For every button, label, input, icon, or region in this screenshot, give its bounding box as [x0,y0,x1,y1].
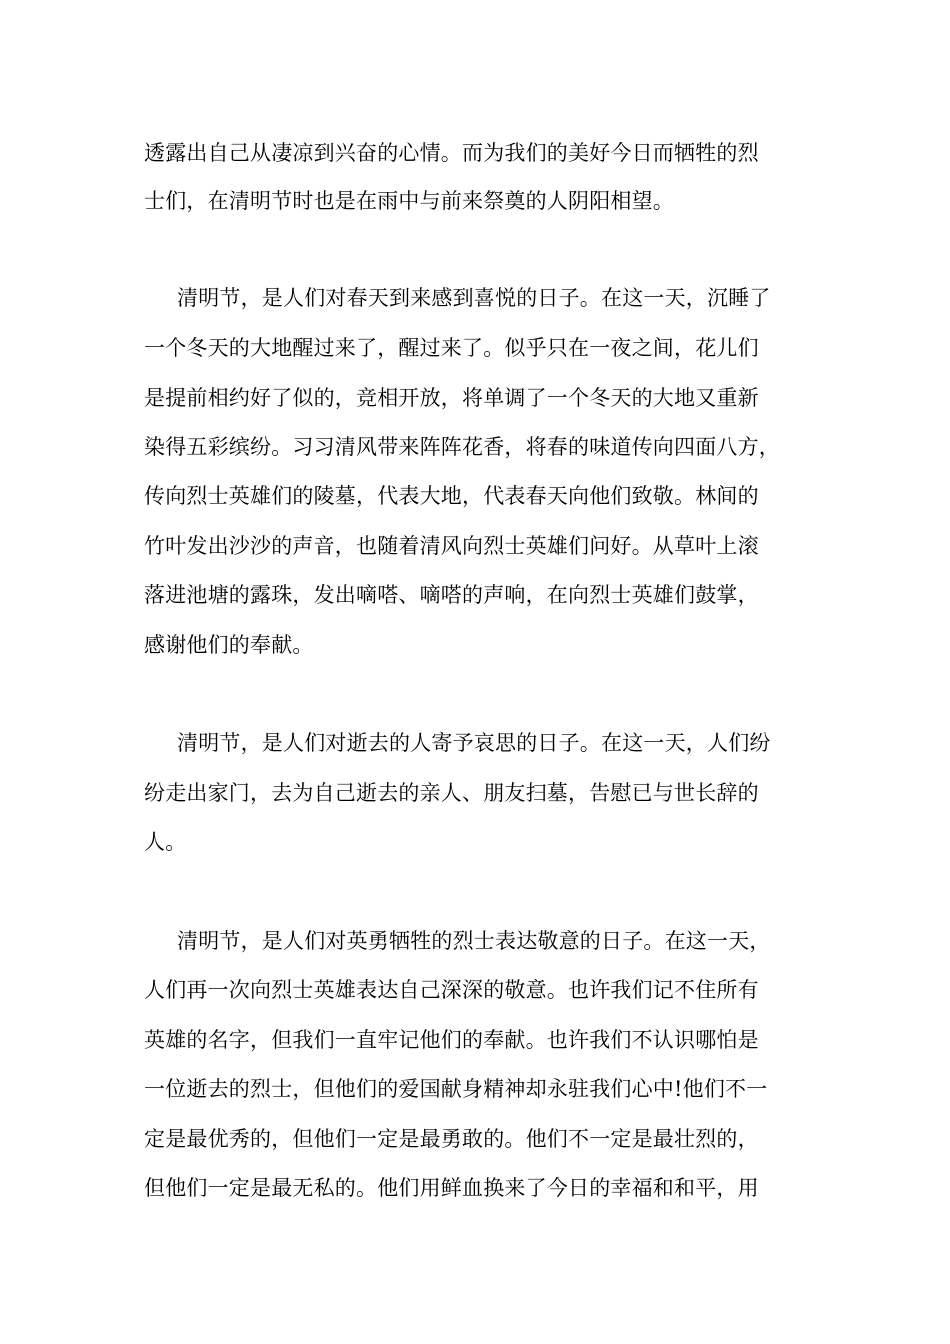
paragraph-4-line-2: 人们再一次向烈士英雄表达自己深深的敬意。也许我们记不住所有 [144,978,759,1002]
paragraph-1-line-2: 士们，在清明节时也是在雨中与前来祭奠的人阴阳相望。 [144,189,674,213]
paragraph-3-line-1: 清明节，是人们对逝去的人寄予哀思的日子。在这一天，人们纷 [177,731,771,755]
paragraph-2-line-1: 清明节，是人们对春天到来感到喜悦的日子。在这一天，沉睡了 [177,286,771,310]
paragraph-4-line-3: 英雄的名字，但我们一直牢记他们的奉献。也许我们不认识哪怕是 [144,1028,759,1052]
paragraph-1-line-1: 透露出自己从凄凉到兴奋的心情。而为我们的美好今日而牺牲的烈 [144,141,759,165]
paragraph-4-line-4: 一位逝去的烈士，但他们的爱国献身精神却永驻我们心中!他们不一 [144,1077,768,1101]
paragraph-2-line-3: 是提前相约好了似的，竞相开放，将单调了一个冬天的大地又重新 [144,386,759,410]
paragraph-2-line-7: 落进池塘的露珠，发出嘀嗒、嘀嗒的声响，在向烈士英雄们鼓掌， [144,583,759,607]
paragraph-2-line-5: 传向烈士英雄们的陵墓，代表大地，代表春天向他们致敬。林间的 [144,484,759,508]
paragraph-2-line-2: 一个冬天的大地醒过来了，醒过来了。似乎只在一夜之间，花儿们 [144,336,759,360]
paragraph-4-line-6: 但他们一定是最无私的。他们用鲜血换来了今日的幸福和和平，用 [144,1176,759,1200]
paragraph-2-line-8: 感谢他们的奉献。 [144,633,314,657]
paragraph-2-line-6: 竹叶发出沙沙的声音，也随着清风向烈士英雄们问好。从草叶上滚 [144,534,759,558]
paragraph-4-line-5: 定是最优秀的，但他们一定是最勇敢的。他们不一定是最壮烈的， [144,1127,759,1151]
paragraph-3-line-2: 纷走出家门，去为自己逝去的亲人、朋友扫墓，告慰已与世长辞的 [144,781,759,805]
paragraph-4-line-1: 清明节，是人们对英勇牺牲的烈士表达敬意的日子。在这一天， [177,929,771,953]
paragraph-3-line-3: 人。 [144,830,187,854]
paragraph-2-line-4: 染得五彩缤纷。习习清风带来阵阵花香，将春的味道传向四面八方， [144,435,780,459]
